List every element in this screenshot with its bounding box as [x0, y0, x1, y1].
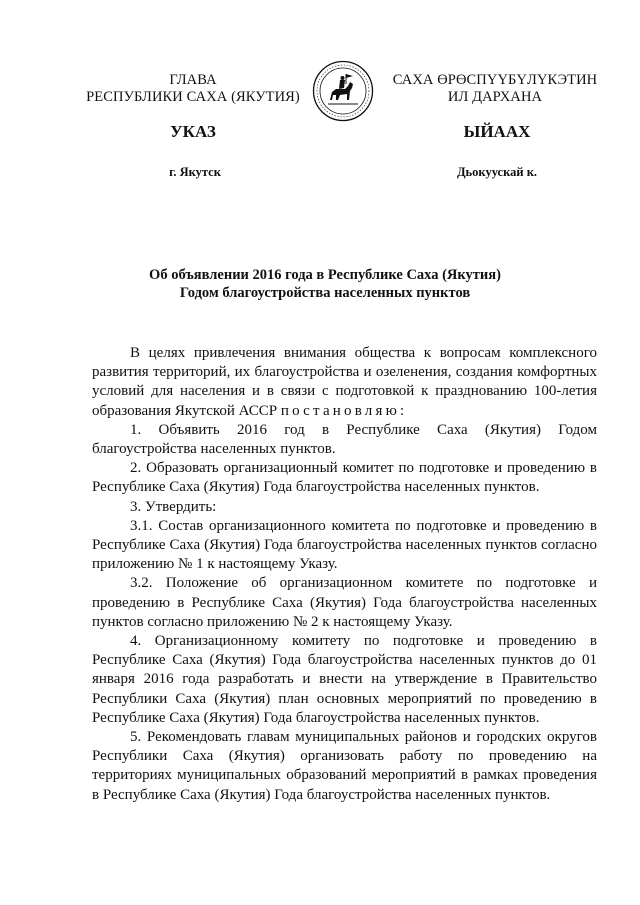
- coat-of-arms-icon: [312, 60, 374, 122]
- title-line2: Годом благоустройства населенных пунктов: [179, 285, 471, 301]
- clause-5: 5. Рекомендовать главам муниципальных районов и городских округов Республики Саха (Якутия) организовать работу по проведению на территориях муниципальных образований мероприятий в рамках проведения в Республике Саха (Якутия) Года благоустройства населенных пунктов.: [92, 729, 597, 803]
- issuer-ru-line1: ГЛАВА: [169, 72, 217, 88]
- issuer-sakha-line2: ИЛ ДАРХАНА: [447, 89, 543, 105]
- decree-body: [92, 344, 597, 805]
- decree-label-ru: УКАЗ: [170, 122, 216, 141]
- clause-3: 3. Утвердить:: [130, 498, 217, 515]
- issuer-sakha: [380, 72, 610, 106]
- decree-label-sakha: ЫЙААХ: [463, 122, 531, 141]
- city-sakha: Дьокуускай к.: [456, 165, 538, 179]
- issuer-ru-line2: РЕСПУБЛИКИ САХА (ЯКУТИЯ): [86, 89, 300, 105]
- resolution-keyword: постановляю:: [280, 402, 408, 419]
- clause-2: 2. Образовать организационный комитет по подготовке и проведению в Республике Саха (Якутия) Года благоустройства населенных пунктов.: [92, 460, 597, 496]
- issuer-russian: [78, 72, 308, 106]
- city-ru: г. Якутск: [169, 165, 221, 179]
- title-line1: Об объявлении 2016 года в Республике Саха (Якутия): [149, 267, 501, 283]
- clause-4: 4. Организационному комитету по подготовке и проведению в Республике Саха (Якутия) Года благоустройства населенных пунктов до 01 января 2016 года разработать и внести на утверждение в Правительство Республики Саха (Якутия) план основных мероприятий по проведению в Республике Саха (Якутия) Года благоустройства населенных пунктов.: [92, 633, 597, 726]
- issuer-sakha-line1: САХА ӨРӨСПҮҮБҮЛҮКЭТИН: [392, 72, 598, 88]
- intro-paragraph: [92, 344, 597, 421]
- decree-title: [80, 266, 570, 302]
- clause-1: 1. Объявить 2016 год в Республике Саха (Якутия) Годом благоустройства населенных пунктов.: [92, 421, 597, 458]
- clause-3-2: 3.2. Положение об организационном комитете по подготовке и проведению в Республике Саха (Якутия) Года благоустройства населенных пунктов согласно приложению № 2 к настоящему Указу.: [92, 575, 597, 630]
- intro-text: В целях привлечения внимания общества к вопросам комплексного развития территорий, их благоустройства и озеленения, создания комфортных условий для населения и в связи с подготовкой к празднованию 100-летия образования Якутской АССР: [92, 345, 597, 419]
- clause-3-1: 3.1. Состав организационного комитета по подготовке и проведению в Республике Саха (Якутия) Года благоустройства населенных пунктов согласно приложению № 1 к настоящему Указу.: [92, 517, 597, 573]
